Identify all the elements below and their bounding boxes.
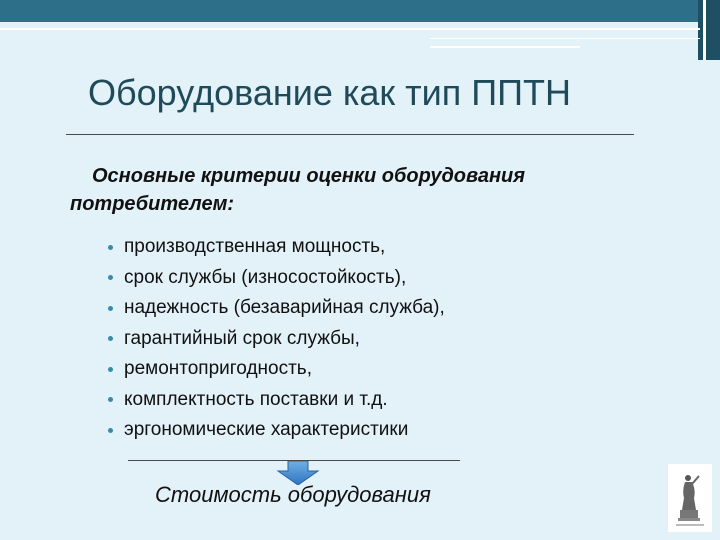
decorative-line <box>0 28 700 30</box>
criteria-item <box>108 385 445 416</box>
criteria-item-text: эргономические характеристики <box>124 419 409 440</box>
criteria-item <box>108 415 445 446</box>
criteria-item <box>108 263 445 294</box>
header-bar-inner <box>0 0 700 22</box>
slide-title: Оборудование как тип ППТН <box>88 72 571 113</box>
bullet-icon <box>108 428 113 433</box>
corner-line <box>703 0 706 60</box>
bullet-icon <box>108 367 113 372</box>
title-divider <box>66 134 634 135</box>
criteria-heading-line1: Основные критерии оценки оборудования <box>92 165 526 187</box>
criteria-item-text: гарантийный срок службы, <box>124 327 360 349</box>
conclusion-text: Стоимость оборудования <box>155 482 431 507</box>
criteria-item <box>108 293 445 324</box>
criteria-item-text: производственная мощность, <box>124 236 386 257</box>
criteria-item <box>108 324 445 355</box>
criteria-heading-line2: потребителем: <box>70 193 235 215</box>
bullet-icon <box>108 336 113 341</box>
criteria-item-text: ремонтопригодность, <box>124 358 312 379</box>
criteria-item-text: надежность (безаварийная служба), <box>124 297 445 318</box>
criteria-item <box>108 354 445 385</box>
criteria-item-text: комплектность поставки и т.д. <box>124 388 388 410</box>
bullet-icon <box>108 397 113 402</box>
bullet-icon <box>108 245 113 250</box>
decorative-line <box>430 38 700 39</box>
bullet-icon <box>108 306 113 311</box>
criteria-item-text: срок службы (износостойкость), <box>124 266 407 288</box>
bullet-icon <box>108 275 113 280</box>
criteria-item <box>108 232 445 263</box>
criteria-heading <box>70 162 690 218</box>
criteria-list <box>108 232 445 446</box>
statue-logo-icon <box>668 464 712 532</box>
decorative-line <box>430 46 580 48</box>
corner-block <box>698 0 720 60</box>
